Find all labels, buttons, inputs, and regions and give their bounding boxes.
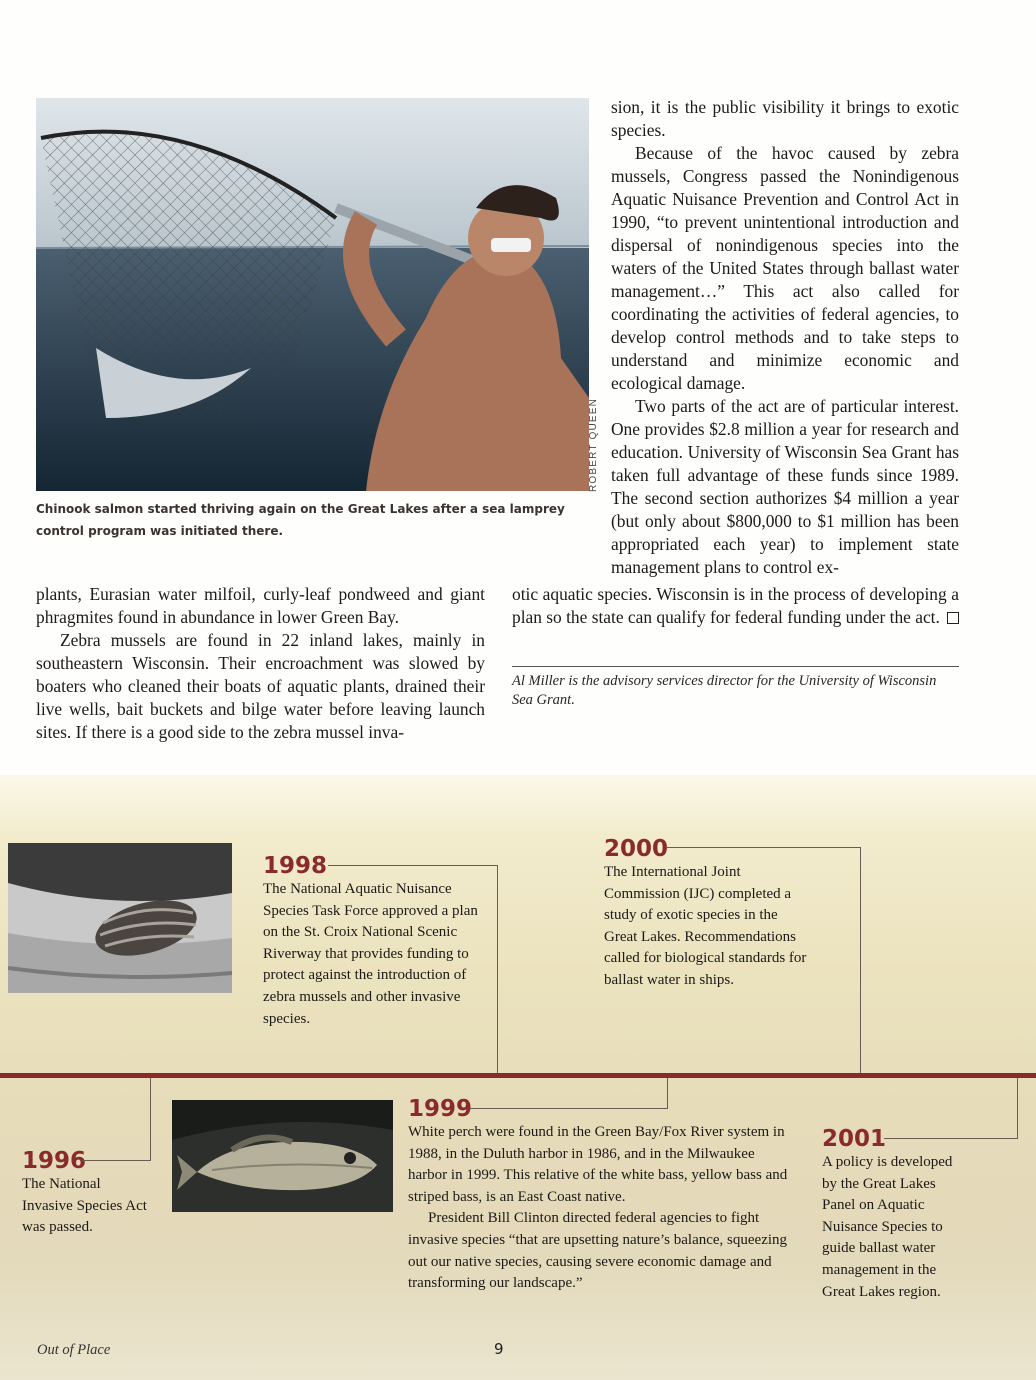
publication-title: Out of Place (37, 1342, 111, 1358)
timeline-text: The International Joint Commission (IJC) completed a study of exotic species in the Great Lakes. Recommendations called for biological standards for ballast water in ships. (604, 864, 807, 988)
timeline-text: The National Invasive Species Act was passed. (22, 1176, 147, 1236)
timeline-entry-1996 (22, 1148, 147, 1239)
timeline-entry-2001 (822, 1126, 967, 1303)
timeline-text: A policy is developed by the Great Lakes Panel on Aquatic Nuisance Species to guide ballast water management in the Great Lakes region. (822, 1154, 953, 1300)
timeline-connector (666, 847, 861, 1074)
timeline-year: 1999 (408, 1096, 473, 1122)
timeline-year: 1996 (22, 1148, 87, 1174)
paragraph: Because of the havoc caused by zebra mussels, Congress passed the Nonindigenous Aquatic Nuisance Prevention and Control Act in 1990, “to prevent unintentional introduction and dispersal of nonindigenous species into the waters of the United States through ballast water management…” This act also called for coordinating the activities of federal agencies, to develop control methods and to take steps to understand and minimize economic and ecological damage. (611, 143, 959, 393)
paragraph: Two parts of the act are of particular interest. One provides $2.8 million a year for research and education. University of Wisconsin Sea Grant has taken full advantage of these funds since 1989. The second section authorizes $4 million a year (but only about $800,000 to $1 million has been appropriated each year) to implement state management plans to control ex- (611, 396, 959, 577)
photo-caption: Chinook salmon started thriving again on the Great Lakes after a sea lamprey control program was initiated there. (36, 502, 565, 538)
timeline-text: President Bill Clinton directed federal agencies to fight invasive species “that are upsetting nature’s balance, squeezing out our native species, causing severe economic damage and transforming our landscape.” (408, 1210, 788, 1292)
timeline-connector (82, 1078, 151, 1161)
timeline-text: The National Aquatic Nuisance Species Task Force approved a plan on the St. Croix National Scenic Riverway that provides funding to protect against the introduction of zebra mussels and other invasive species. (263, 881, 478, 1027)
paragraph: Zebra mussels are found in 22 inland lakes, mainly in southeastern Wisconsin. Their encroachment was slowed by boaters who cleaned their boats of aquatic plants, drained their live wells, bait buckets and bilge water before leaving launch sites. If there is a good side to the zebra mussel inva- (36, 630, 485, 742)
article-right-column (611, 96, 959, 579)
author-divider (512, 666, 959, 667)
article-left-column (36, 583, 485, 744)
white-perch-photo (172, 1100, 393, 1212)
photo-credit: ROBERT QUEEN (588, 397, 599, 492)
paragraph: sion, it is the public visibility it brings to exotic species. (611, 97, 959, 140)
paragraph: otic aquatic species. Wisconsin is in the process of developing a plan so the state can qualify for federal funding under the act. (512, 584, 959, 627)
end-mark-icon (947, 612, 959, 624)
timeline-text: White perch were found in the Green Bay/Fox River system in 1988, in the Duluth harbor in 1986, and in the Milwaukee harbor in 1999. This relative of the white bass, yellow bass and striped bass, is an East Coast native. (408, 1124, 788, 1205)
zebra-mussel-photo (8, 843, 232, 993)
author-note: Al Miller is the advisory services director for the University of Wisconsin Sea Grant. (512, 673, 937, 708)
article-right-continuation (512, 583, 959, 629)
salmon-net-photo (36, 98, 589, 491)
timeline-year: 2001 (822, 1126, 887, 1152)
paragraph: plants, Eurasian water milfoil, curly-leaf pondweed and giant phragmites found in abundance in lower Green Bay. (36, 584, 485, 627)
page-number: 9 (494, 1340, 504, 1358)
timeline-connector (469, 1078, 668, 1109)
timeline-year: 1998 (263, 853, 328, 879)
timeline-connector (328, 865, 498, 1074)
timeline-connector (884, 1078, 1018, 1139)
timeline-year: 2000 (604, 836, 669, 862)
timeline-entry-1999 (408, 1096, 788, 1295)
